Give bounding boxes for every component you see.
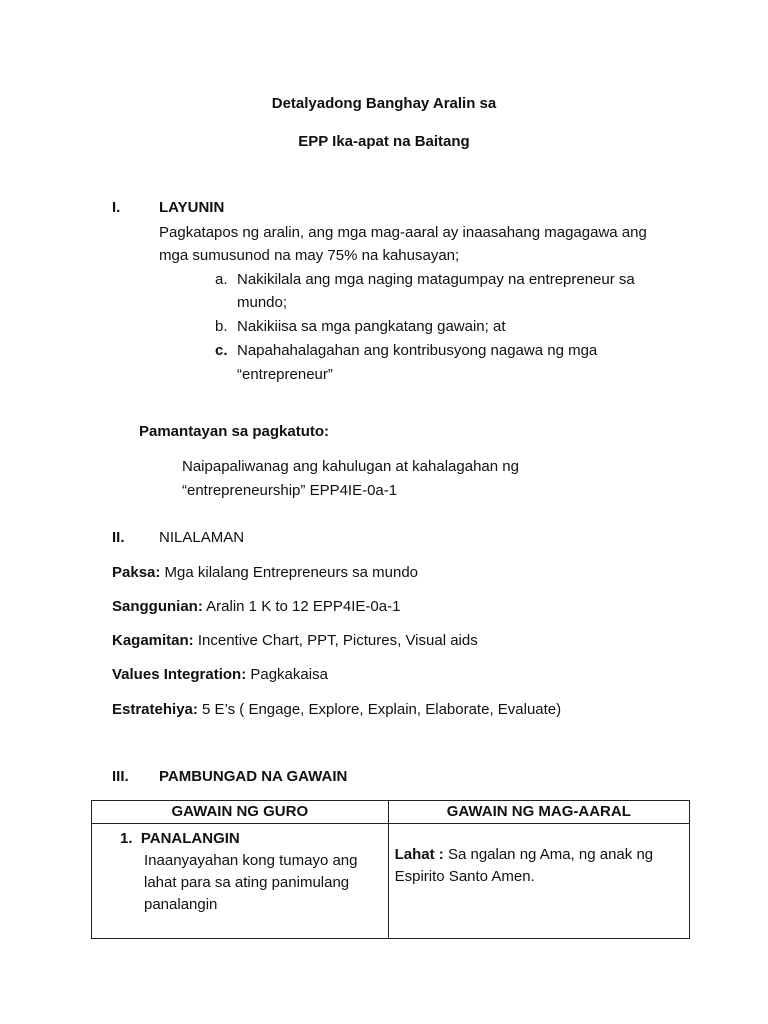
section-1-numeral: I. [112,199,121,216]
field-paksa-label: Paksa: [112,564,161,581]
field-estratehiya-label: Estratehiya: [112,701,198,718]
section-1-intro-line-2: mga sumusunod na may 75% na kahusayan; [159,247,460,264]
col-header-student: GAWAIN NG MAG-AARAL [388,801,689,824]
col-header-teacher: GAWAIN NG GURO [92,801,389,824]
objective-a-line-1: Nakikilala ang mga naging matagumpay na entrepreneur sa [237,271,635,288]
pamantayan-line-1: Naipapaliwanag ang kahulugan at kahalagahan ng [182,458,519,475]
objective-b-line-1: Nakikiisa sa mga pangkatang gawain; at [237,318,506,335]
activity-title-line [98,828,382,850]
field-values-integration-label: Values Integration: [112,666,247,683]
teacher-line-2: lahat para sa ating panimulang [144,874,350,891]
pamantayan-line-2: “entrepreneurship” EPP4IE-0a-1 [182,482,398,499]
section-3-heading: PAMBUNGAD NA GAWAIN [159,768,348,785]
section-1-intro-line-1: Pagkatapos ng aralin, ang mga mag-aaral ay inaasahang magagawa ang [159,224,647,241]
field-sanggunian [112,598,400,615]
section-1-heading: LAYUNIN [159,199,225,216]
teacher-activity-cell [92,824,389,939]
student-line-1 [395,844,683,866]
section-2-numeral: II. [112,529,125,546]
objective-a-line-2: mundo; [237,294,288,311]
title-line-2: EPP Ika-apat na Baitang [298,133,470,150]
field-sanggunian-label: Sanggunian: [112,598,203,615]
activity-number: 1. [120,830,133,847]
objective-c-line-1: Napahahalagahan ang kontribusyong nagawa ng mga [237,342,598,359]
field-estratehiya-value: 5 E’s ( Engage, Explore, Explain, Elaborate, Evaluate) [197,701,562,718]
field-sanggunian-value: Aralin 1 K to 12 EPP4IE-0a-1 [202,598,401,615]
teacher-line-1: Inaanyayahan kong tumayo ang [144,852,358,869]
field-kagamitan [112,632,478,649]
field-kagamitan-label: Kagamitan: [112,632,194,649]
student-line-2: Espirito Santo Amen. [394,868,535,885]
activity-table [91,800,690,939]
objective-a-letter: a. [215,271,228,288]
teacher-line-3: panalangin [144,896,218,913]
objective-c-letter: c. [215,342,228,359]
field-values-integration [112,666,328,683]
field-kagamitan-value: Incentive Chart, PPT, Pictures, Visual aids [193,632,478,649]
field-values-integration-value: Pagkakaisa [246,666,328,683]
field-paksa-value: Mga kilalang Entrepreneurs sa mundo [160,564,419,581]
student-activity-cell [388,824,689,939]
objective-c-line-2: “entrepreneur” [237,366,333,383]
table-row [92,824,690,939]
student-label: Lahat : [394,846,444,863]
student-text-1: Sa ngalan ng Ama, ng anak ng [443,846,654,863]
section-2-heading: NILALAMAN [159,529,245,546]
objective-b-letter: b. [215,318,228,335]
field-paksa [112,564,418,581]
title-line-1: Detalyadong Banghay Aralin sa [271,95,497,112]
activity-title: PANALANGIN [140,830,240,847]
field-estratehiya [112,701,561,718]
pamantayan-heading: Pamantayan sa pagkatuto: [139,423,330,440]
section-3-numeral: III. [112,768,129,785]
table-header-row [92,801,690,824]
